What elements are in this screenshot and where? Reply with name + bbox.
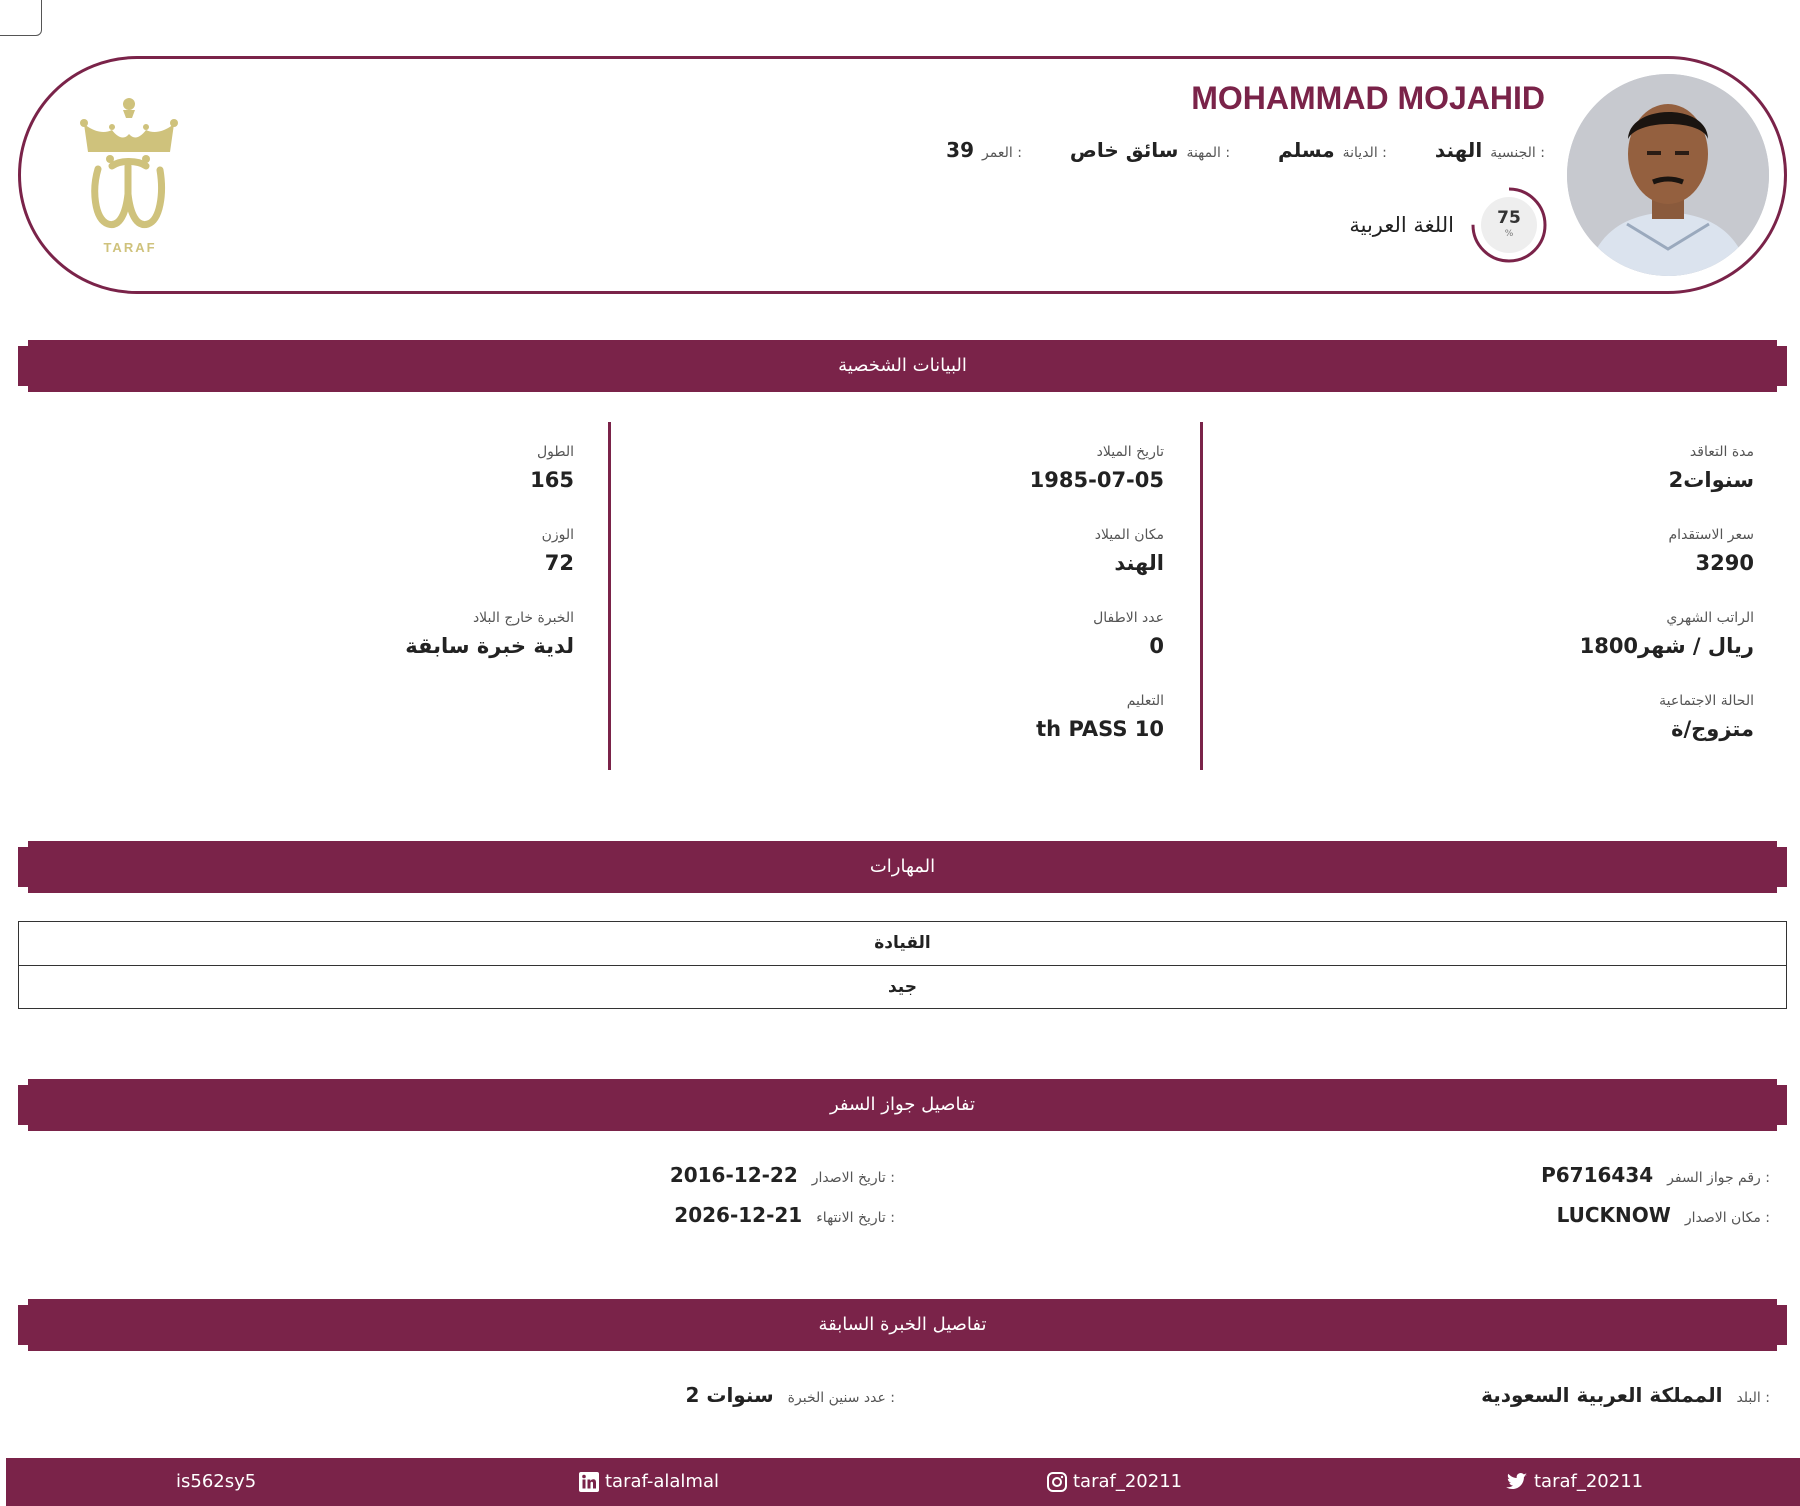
religion-value: مسلم	[1278, 138, 1335, 162]
skills-table	[18, 921, 1787, 1009]
religion-label: الديانة :	[1342, 145, 1387, 161]
age-value: 39	[946, 138, 975, 162]
field-recruitment-price	[1669, 527, 1754, 575]
field-label: الراتب الشهري	[1666, 610, 1754, 626]
nationality-item	[1435, 138, 1545, 162]
passport-issue-place-value: LUCKNOW	[1556, 1203, 1671, 1227]
language-skill	[1349, 186, 1548, 264]
field-label: مكان الميلاد	[1094, 527, 1164, 543]
passport-issue-date-label: تاريخ الاصدار :	[811, 1170, 895, 1186]
field-experience-abroad	[405, 610, 574, 658]
footer	[6, 1458, 1800, 1506]
field-marital-status	[1659, 693, 1754, 741]
field-label: مدة التعاقد	[1689, 444, 1754, 460]
field-value: 0	[1149, 634, 1164, 658]
field-value: 165	[530, 468, 574, 492]
skill-name: القيادة	[874, 933, 931, 953]
column-divider-left	[608, 422, 611, 770]
section-experience-banner	[18, 1299, 1787, 1351]
section-personal-title: البيانات الشخصية	[838, 355, 967, 376]
field-label: التعليم	[1126, 693, 1164, 709]
experience-country-label: البلد :	[1736, 1390, 1770, 1406]
field-value: 2سنوات	[1668, 468, 1754, 492]
profile-photo	[1567, 74, 1769, 276]
section-personal-banner	[18, 340, 1787, 392]
field-contract-duration	[1669, 444, 1754, 492]
field-value: لدية خبرة سابقة	[405, 634, 574, 658]
section-experience-title: تفاصيل الخبرة السابقة	[818, 1314, 987, 1335]
experience-years	[685, 1383, 895, 1407]
field-children-count	[1093, 610, 1164, 658]
field-education	[1036, 693, 1164, 741]
passport-expiry-label: تاريخ الانتهاء :	[816, 1210, 895, 1226]
passport-number-label: رقم جواز السفر :	[1667, 1170, 1770, 1186]
skill-level: جيد	[19, 965, 1786, 1008]
religion-item	[1278, 138, 1387, 162]
passport-expiry-date	[674, 1203, 895, 1227]
passport-number-value: P6716434	[1541, 1163, 1654, 1187]
section-passport-title: تفاصيل جواز السفر	[829, 1094, 976, 1115]
profile-info-row	[946, 138, 1545, 162]
nationality-label: الجنسية :	[1490, 145, 1545, 161]
footer-code-text: is562sy5	[176, 1471, 257, 1492]
twitter-icon	[1506, 1473, 1528, 1491]
field-label: الطول	[536, 444, 574, 460]
experience-years-label: عدد سنين الخبرة :	[787, 1390, 895, 1406]
passport-number	[1541, 1163, 1770, 1187]
passport-issue-place	[1557, 1203, 1770, 1227]
experience-years-value: 2 سنوات	[685, 1383, 774, 1407]
corner-box	[0, 0, 42, 36]
column-divider-right	[1200, 422, 1203, 770]
field-value: الهند	[1114, 551, 1164, 575]
instagram-icon	[1047, 1472, 1067, 1492]
candidate-name: MOHAMMAD MOJAHID	[1191, 80, 1545, 116]
section-passport-banner	[18, 1079, 1787, 1131]
profession-value: سائق خاص	[1069, 138, 1179, 162]
passport-issue-date	[670, 1163, 895, 1187]
field-height	[530, 444, 574, 492]
language-label: اللغة العربية	[1349, 213, 1454, 237]
section-skills-title: المهارات	[869, 856, 936, 877]
profession-label: المهنة :	[1186, 145, 1231, 161]
field-value: متزوج/ة	[1671, 717, 1754, 741]
profession-item	[1070, 138, 1230, 162]
age-label: العمر :	[982, 145, 1022, 161]
language-progress-ring	[1470, 186, 1548, 264]
linkedin-icon	[579, 1472, 599, 1492]
passport-expiry-value: 2026-12-21	[674, 1203, 803, 1227]
field-label: الوزن	[541, 527, 574, 543]
taraf-logo	[80, 94, 205, 259]
field-birth-date	[1030, 444, 1164, 492]
footer-twitter-link[interactable]	[1506, 1458, 1643, 1506]
logo-text: TARAF	[103, 240, 157, 255]
footer-linkedin-link[interactable]	[579, 1458, 719, 1506]
passport-issue-date-value: 2016-12-22	[669, 1163, 798, 1187]
field-value: 1800ريال / شهر	[1579, 634, 1754, 658]
field-label: تاريخ الميلاد	[1096, 444, 1164, 460]
field-label: سعر الاستقدام	[1668, 527, 1754, 543]
footer-instagram-link[interactable]	[1047, 1458, 1182, 1506]
field-label: عدد الاطفال	[1093, 610, 1164, 626]
age-item	[946, 138, 1022, 162]
field-weight	[542, 527, 574, 575]
field-value: th PASS 10	[1036, 717, 1164, 741]
footer-instagram-text: taraf_20211	[1073, 1471, 1183, 1492]
footer-twitter-text: taraf_20211	[1534, 1471, 1644, 1492]
field-label: الخبرة خارج البلاد	[472, 610, 574, 626]
field-label: الحالة الاجتماعية	[1659, 693, 1754, 709]
section-skills-banner	[18, 841, 1787, 893]
field-value: 1985-07-05	[1029, 468, 1164, 492]
footer-code	[176, 1458, 256, 1506]
passport-issue-place-label: مكان الاصدار :	[1684, 1210, 1770, 1226]
experience-country-value: المملكة العربية السعودية	[1481, 1383, 1723, 1407]
field-monthly-salary	[1580, 610, 1754, 658]
language-percent: 75	[1497, 208, 1521, 228]
field-birth-place	[1095, 527, 1164, 575]
language-percent-unit: %	[1504, 229, 1514, 239]
nationality-value: الهند	[1434, 138, 1483, 162]
field-value: 3290	[1695, 551, 1754, 575]
footer-linkedin-text: taraf-alalmal	[605, 1471, 719, 1492]
experience-country	[1481, 1383, 1770, 1407]
field-value: 72	[544, 551, 574, 575]
